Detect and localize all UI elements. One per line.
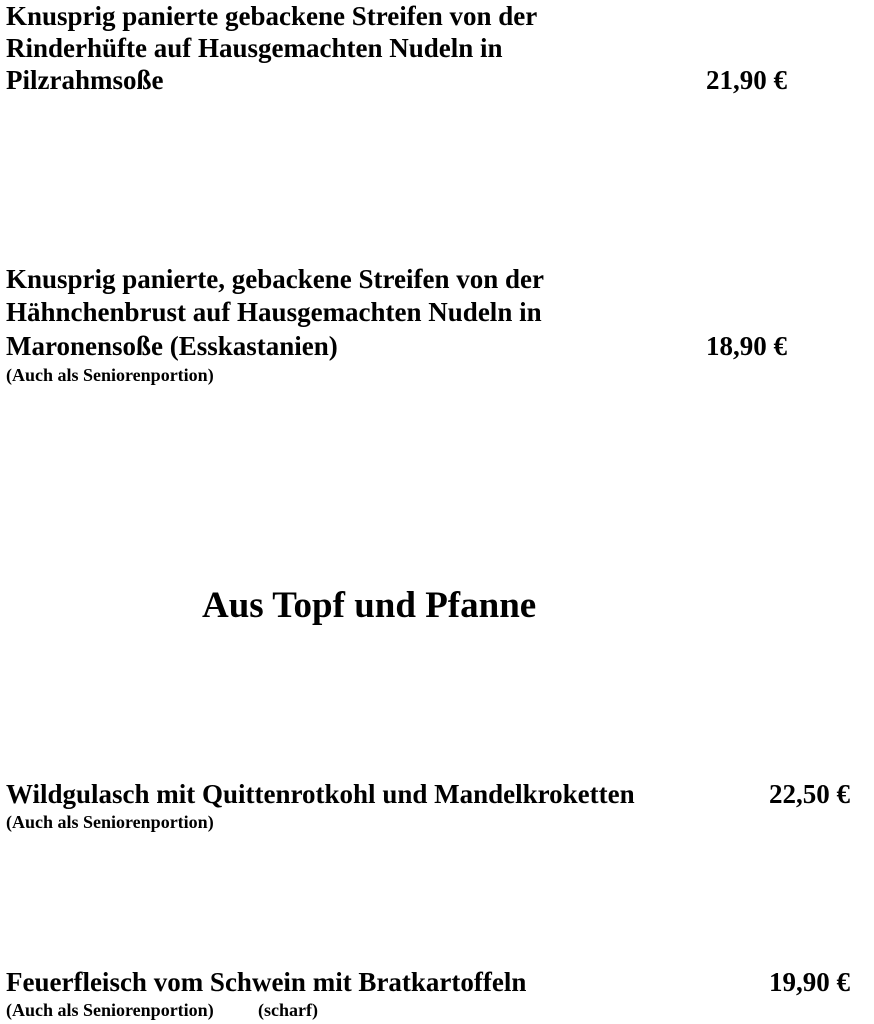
- section-dish-2-note: (Auch als Seniorenportion): [6, 1000, 214, 1020]
- dish-1-line-3: Pilzrahmsoße: [6, 65, 164, 95]
- dish-2-price: 18,90 €: [706, 331, 787, 361]
- section-dish-1-name: Wildgulasch mit Quittenrotkohl und Mandelkroketten: [6, 779, 635, 809]
- dish-2-line-3: Maronensoße (Esskastanien): [6, 331, 338, 361]
- dish-1-line-2: Rinderhüfte auf Hausgemachten Nudeln in: [6, 33, 503, 63]
- section-heading: Aus Topf und Pfanne: [202, 585, 537, 626]
- section-dish-2-price: 19,90 €: [769, 967, 850, 997]
- dish-2-line-2: Hähnchenbrust auf Hausgemachten Nudeln in: [6, 297, 542, 327]
- section-dish-1-note: (Auch als Seniorenportion): [6, 812, 214, 832]
- dish-2-line-1: Knusprig panierte, gebackene Streifen von der: [6, 264, 544, 294]
- section-dish-2-name: Feuerfleisch vom Schwein mit Bratkartoffeln: [6, 967, 527, 997]
- section-dish-1-price: 22,50 €: [769, 779, 850, 809]
- dish-2-note: (Auch als Seniorenportion): [6, 365, 214, 385]
- section-dish-2-tag: (scharf): [258, 1000, 318, 1020]
- dish-1-line-1: Knusprig panierte gebackene Streifen von der: [6, 1, 538, 31]
- dish-1-price: 21,90 €: [706, 65, 787, 95]
